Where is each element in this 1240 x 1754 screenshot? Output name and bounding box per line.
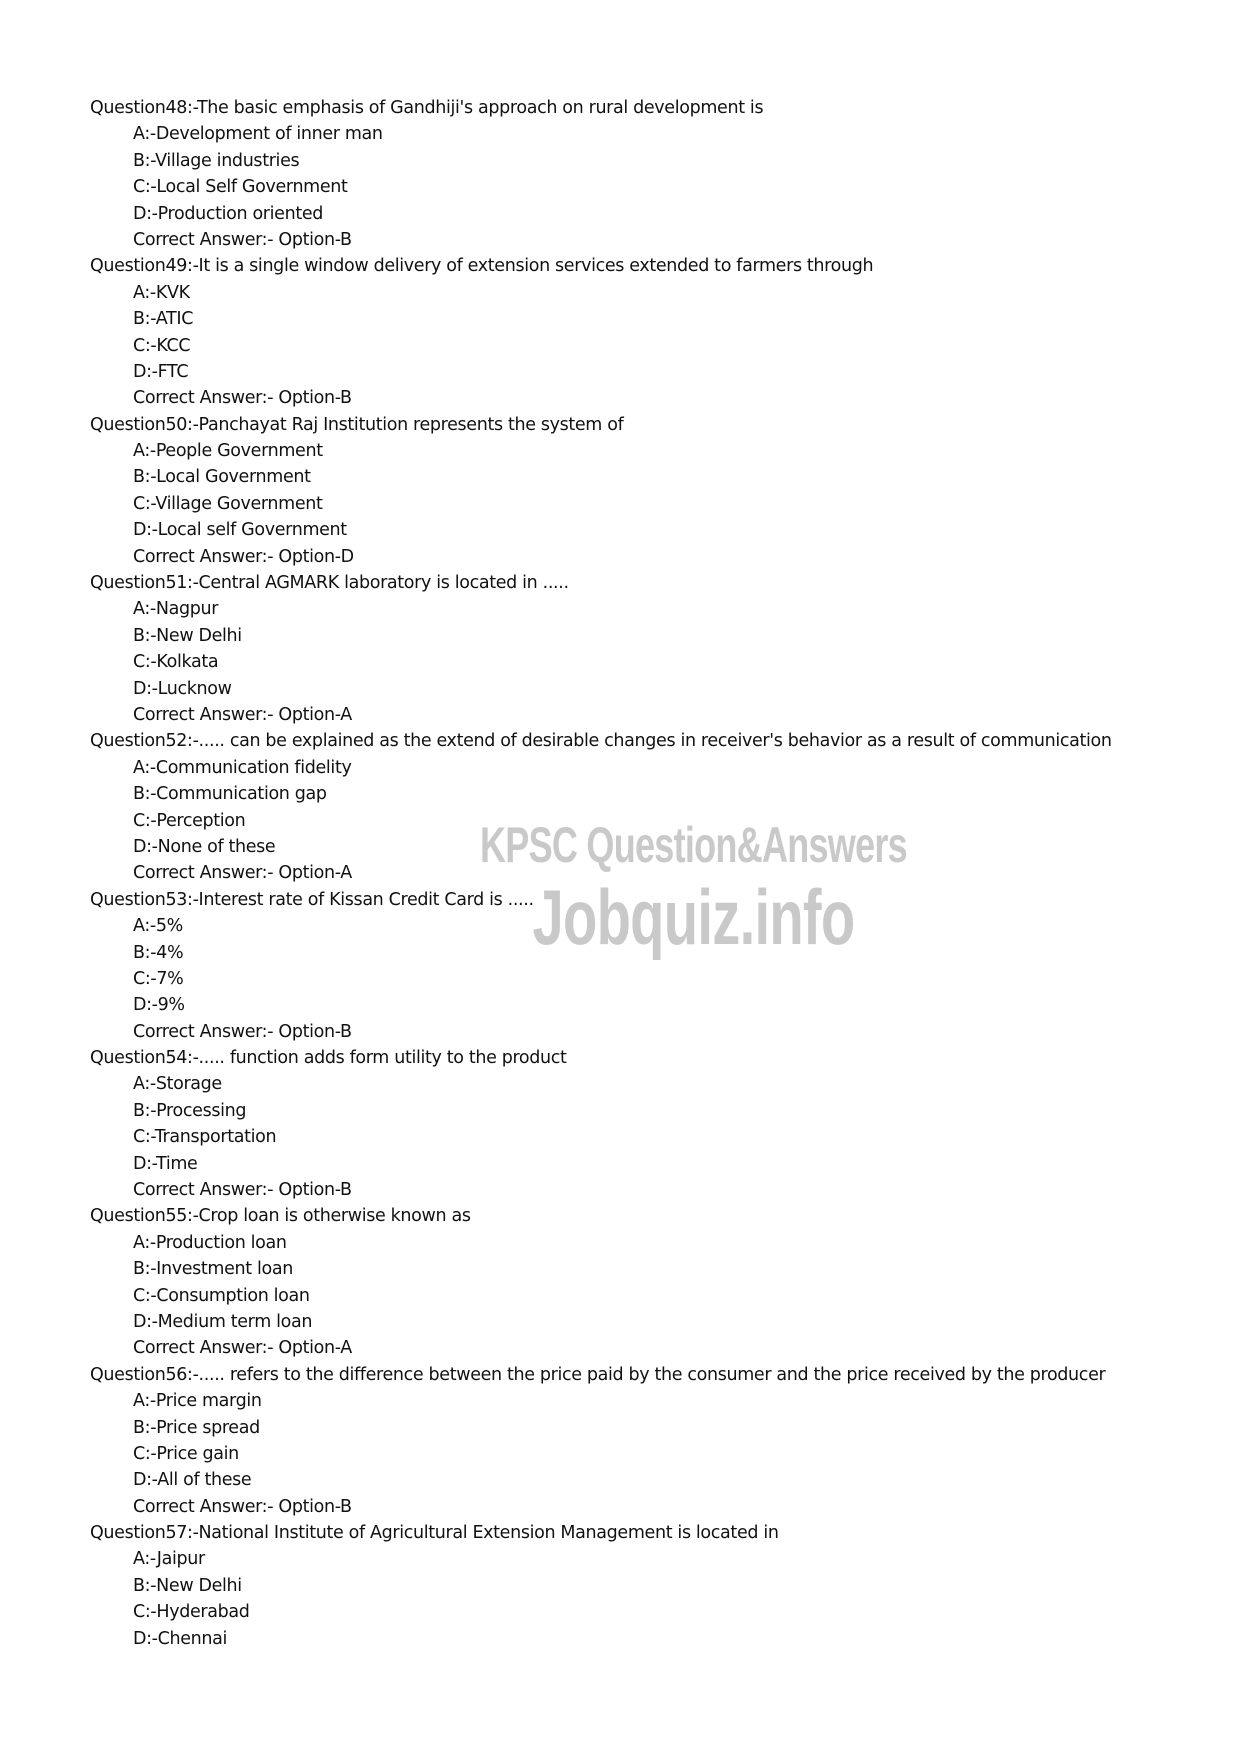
question-text: Question55:-Crop loan is otherwise known as [90, 1206, 471, 1227]
question-block [90, 1362, 1170, 1520]
option-text: D:-Lucknow [133, 678, 232, 699]
question-text: Question57:-National Institute of Agricultural Extension Management is located in [90, 1523, 779, 1544]
question-block [90, 887, 1170, 1045]
option-text: C:-Hyderabad [133, 1602, 250, 1623]
option-text: B:-Processing [133, 1100, 247, 1121]
question-text: Question49:-It is a single window delivery of extension services extended to farmers through [90, 256, 874, 277]
correct-answer: Correct Answer:- Option-B [133, 1180, 352, 1201]
question-block [90, 570, 1170, 728]
question-block [90, 253, 1170, 411]
question-block [90, 1045, 1170, 1203]
watermark-title: KPSC Question&Answers [480, 817, 907, 873]
option-text: D:-Local self Government [133, 520, 347, 541]
correct-answer: Correct Answer:- Option-B [133, 1021, 352, 1042]
option-text: B:-New Delhi [133, 625, 242, 646]
option-text: D:-All of these [133, 1470, 252, 1491]
option-text: A:-Storage [133, 1074, 222, 1095]
option-text: A:-5% [133, 916, 183, 937]
option-text: B:-Local Government [133, 467, 311, 488]
option-text: A:-People Government [133, 441, 323, 462]
option-text: A:-Development of inner man [133, 124, 383, 145]
option-text: C:-Transportation [133, 1127, 277, 1148]
option-text: C:-Local Self Government [133, 177, 348, 198]
question-text: Question51:-Central AGMARK laboratory is located in ..... [90, 573, 569, 594]
question-block [90, 728, 1170, 886]
correct-answer: Correct Answer:- Option-A [133, 1338, 352, 1359]
option-text: B:-Investment loan [133, 1259, 293, 1280]
option-text: D:-Production oriented [133, 203, 324, 224]
watermark-site: Jobquiz.info [532, 873, 855, 961]
question-list [90, 95, 1170, 1652]
option-text: C:-Perception [133, 810, 246, 831]
option-text: B:-Village industries [133, 150, 300, 171]
option-text: B:-Price spread [133, 1417, 260, 1438]
option-text: A:-Nagpur [133, 599, 219, 620]
option-text: B:-New Delhi [133, 1575, 242, 1596]
option-text: B:-4% [133, 942, 184, 963]
correct-answer: Correct Answer:- Option-D [133, 546, 354, 567]
correct-answer: Correct Answer:- Option-B [133, 388, 352, 409]
option-text: C:-Village Government [133, 493, 323, 514]
option-text: A:-Jaipur [133, 1549, 205, 1570]
question-block [90, 1203, 1170, 1361]
correct-answer: Correct Answer:- Option-A [133, 863, 352, 884]
correct-answer: Correct Answer:- Option-B [133, 229, 352, 250]
option-text: C:-7% [133, 968, 184, 989]
option-text: B:-ATIC [133, 309, 194, 330]
option-text: D:-FTC [133, 361, 189, 382]
option-text: A:-Price margin [133, 1391, 262, 1412]
option-text: D:-Time [133, 1153, 198, 1174]
question-text: Question52:-..... can be explained as the extend of desirable changes in receiver's behavior as a result of communication [90, 731, 1112, 752]
question-text: Question56:-..... refers to the difference between the price paid by the consumer and the price received by the producer [90, 1364, 1106, 1385]
correct-answer: Correct Answer:- Option-B [133, 1496, 352, 1517]
option-text: B:-Communication gap [133, 784, 327, 805]
option-text: D:-Medium term loan [133, 1311, 313, 1332]
option-text: C:-KCC [133, 335, 191, 356]
question-text: Question48:-The basic emphasis of Gandhiji's approach on rural development is [90, 98, 764, 118]
option-text: A:-KVK [133, 282, 190, 303]
option-text: D:-Chennai [133, 1628, 228, 1649]
correct-answer: Correct Answer:- Option-A [133, 704, 352, 725]
option-text: C:-Kolkata [133, 652, 219, 673]
question-block [90, 412, 1170, 570]
question-text: Question54:-..... function adds form utility to the product [90, 1048, 567, 1069]
option-text: C:-Consumption loan [133, 1285, 310, 1306]
option-text: D:-9% [133, 995, 185, 1016]
question-block [90, 1520, 1170, 1652]
option-text: C:-Price gain [133, 1443, 239, 1464]
question-text: Question53:-Interest rate of Kissan Credit Card is ..... [90, 889, 534, 910]
option-text: D:-None of these [133, 836, 276, 857]
option-text: A:-Production loan [133, 1232, 287, 1253]
option-text: A:-Communication fidelity [133, 757, 352, 778]
question-text: Question50:-Panchayat Raj Institution represents the system of [90, 414, 624, 435]
question-block [90, 95, 1170, 253]
